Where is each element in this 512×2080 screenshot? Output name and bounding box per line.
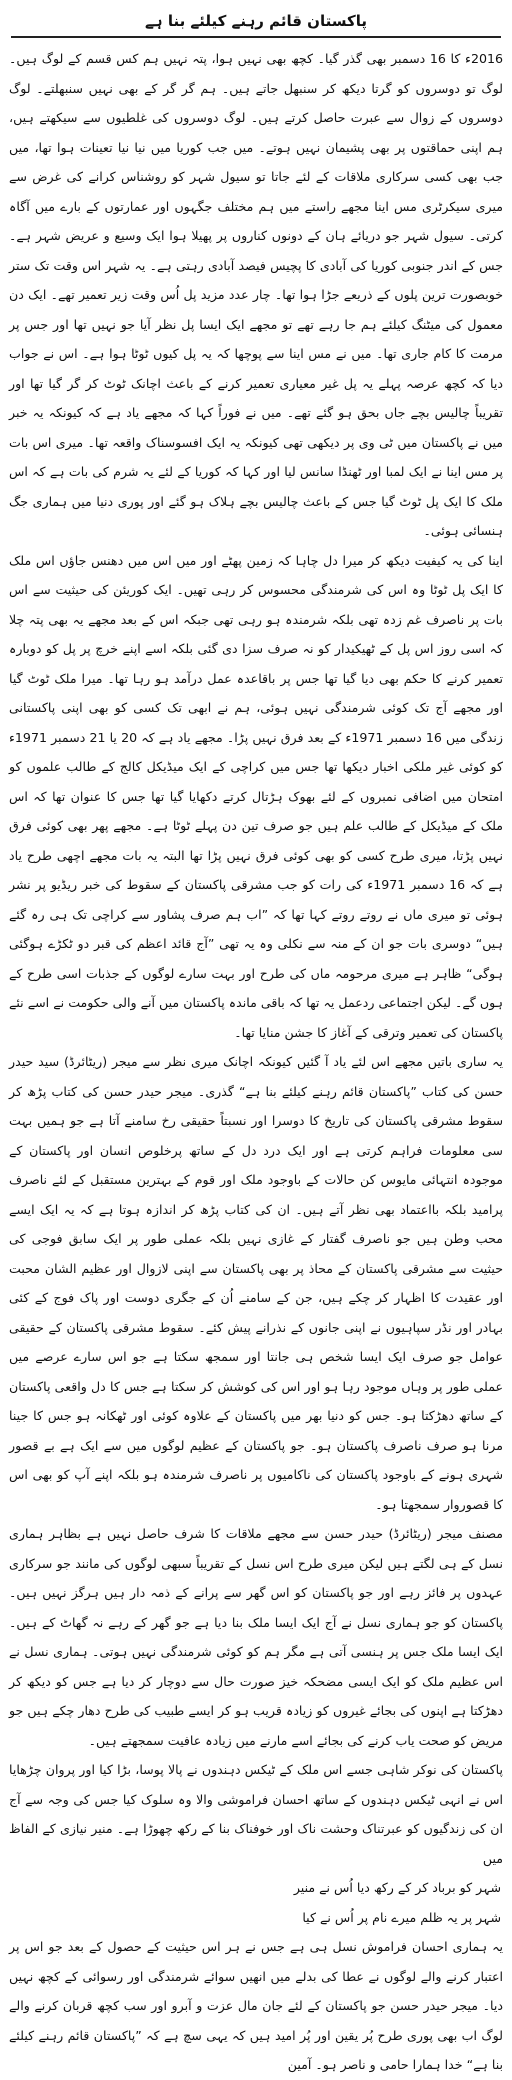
paragraph: مصنف میجر (ریٹائرڈ) حیدر حسن سے مجھے ملاقات کا شرف حاصل نہیں ہے بظاہر ہماری نسل کے ہی لگتے ہیں لیکن میری طرح اس نسل کے تقریباً سبھی لوگوں کی مانند جو سرکاری عہدوں پر فائز رہے اور جو پاکستان کو اس گھر سے پرانے کے ذمہ دار ہیں ہرگز نہیں ہیں۔ پاکستان کو جو ہماری نسل نے آج ایک ایسا ملک بنا دیا ہے جو گھر کے رہے نہ گھاٹ کے ہیں۔ ایک ایسا ملک جس پر ہنسی آتی ہے مگر ہم کو کوئی شرمندگی نہیں ہوتی۔ ہماری نسل نے اس عظیم ملک کو ایک ایسی مضحکہ خیز صورت حال سے دوچار کر دیا ہے جس کو دیکھ کر دھڑکتا ہے اپنوں کی بجائے غیروں کو زیادہ قریب ہو کر ایسے طبیب کی طرح دھار چکے ہیں جو مریض کو صحت یاب کرنے کی بجائے اسے مارنے میں زیادہ عافیت سمجھتے ہیں۔ <box>9 1526 503 1748</box>
paragraph: 2016ء کا 16 دسمبر بھی گذر گیا۔ کچھ بھی نہیں ہوا، پتہ نہیں ہم کس قسم کے لوگ ہیں۔ لوگ تو دوسروں کو گرتا دیکھ کر سنبھل جاتے ہیں۔ ہم گر گر کے بھی نہیں سنبھلتے۔ لوگ دوسروں کے زوال سے عبرت حاصل کرتے ہیں۔ لوگ دوسروں کی غلطیوں سے سیکھتے ہیں، ہم اپنی حماقتوں پر بھی پشیمان نہیں ہوتے۔ میں جب کوریا میں نیا نیا تعینات ہوا تھا، میں جب بھی کسی سرکاری ملاقات کے لئے جاتا تو سیول شہر کو روشناس کرانے کی غرض سے میری سیکرٹری مس اینا مجھے راستے میں ہم مختلف جگہوں اور عمارتوں کے بارے میں آگاہ کرتی۔ سیول شہر جو دریائے ہان کے دونوں کناروں پر پھیلا ہوا ایک وسیع و عریض شہر ہے۔ جس کے اندر جنوبی کوریا کی آبادی کا پچیس فیصد آبادی رہتی ہے۔ یہ شہر اس وقت تک ستر خوبصورت ترین پلوں کے ذریعے جڑا ہوا تھا۔ چار عدد مزید پل اُس وقت زیر تعمیر تھے۔ ایک دن معمول کی میٹنگ کیلئے ہم جا رہے تھے تو مجھے ایک ایسا پل نظر آیا جو نہیں تھا اور جس پر مرمت کا کام جاری تھا۔ میں نے مس اینا سے پوچھا کہ یہ پل کیوں ٹوٹا ہوا ہے۔ اس نے جواب دیا کہ کچھ عرصہ پہلے یہ پل غیر معیاری تعمیر کرنے کے باعث اچانک ٹوٹ کر گر گیا تھا اور تقریباً چالیس بچے جاں بحق ہو گئے تھے۔ میں نے فوراً کہا کہ مجھے یاد ہے کہ کیونکہ یہ خبر میں نے پاکستان میں ٹی وی پر دیکھی تھی کیونکہ یہ ایک افسوسناک واقعہ تھا۔ میری اس بات پر مس اینا نے ایک لمبا اور ٹھنڈا سانس لیا اور کہا کہ کوریا کے لئے یہ شرم کی بات ہے کہ اس ملک کا ایک پل ٹوٹ گیا جس کے باعث چالیس بچے ہلاک ہو گئے اور پوری دنیا میں ہماری جگ ہنسائی ہوئی۔ <box>9 51 503 538</box>
closing-paragraph: یہ ہماری احسان فراموش نسل ہی ہے جس نے ہر اس حیثیت کے حصول کے بعد جو اس پر اعتبار کرنے والے لوگوں نے عطا کی بدلے میں انھیں سوائے شرمندگی اور رسوائی کے کچھ نہیں دیا۔ میجر حیدر حسن جو پاکستان کے لئے جان مال عزت و آبرو اور سب کچھ قربان کرنے والے لوگ اب بھی پوری طرح پُر یقین اور پُر امید ہیں کہ یہی سچ ہے کہ ”پاکستان قائم رہنے کیلئے بنا ہے“ خدا ہمارا حامی و ناصر ہو۔ آمین <box>9 1939 503 2072</box>
verse-line: شہر پر یہ ظلم میرے نام پر اُس نے کیا <box>302 1909 501 1925</box>
title-divider <box>11 36 501 38</box>
verse-line: شہر کو برباد کر کے رکھ دیا اُس نے منیر <box>293 1880 501 1895</box>
paragraph: یہ ساری باتیں مجھے اس لئے یاد آ گئیں کیونکہ اچانک میری نظر سے میجر (ریٹائرڈ) سید حیدر حسن کی کتاب ”پاکستان قائم رہنے کیلئے بنا ہے“ گذری۔ میجر حیدر حسن کی کتاب پڑھ کر سقوط مشرقی پاکستان کی تاریخ کا دوسرا اور نسبتاً حقیقی رخ سامنے آتا ہے جو ہمیں بہت سی معلومات فراہم کرتی ہے اور ایک درد دل کے ساتھ پرخلوص انسان اور پاکستان کے موجودہ انتہائی مایوس کن حالات کے باوجود ملک اور قوم کے بہترین مستقبل کے لئے ناصرف پرامید بلکہ بااعتماد بھی نظر آتے ہیں۔ ان کی کتاب پڑھ کر اندازہ ہوتا ہے کہ یہ ایک ایسے محب وطن ہیں جو ناصرف گفتار کے غازی نہیں بلکہ عملی طور پر ایک سابق فوجی کی حیثیت سے مشرقی پاکستان کے محاذ پر بھی پاکستان سے اپنی لازوال اور عظیم الشان محبت اور عقیدت کا اظہار کر چکے ہیں، جن کے سامنے اُن کے جگری دوست اور پاک فوج کے کئی بہادر اور نڈر سپاہیوں نے اپنی جانوں کے نذرانے پیش کئے۔ سقوط مشرقی پاکستان کے حقیقی عوامل جو صرف ایک ایسا شخص ہی جانتا اور سمجھ سکتا ہے جو اس سارے عرصے میں عملی طور پر وہاں موجود رہا ہو اور اس کی کوشش کر سکتا ہے جس کا دل واقعی پاکستان کے ساتھ دھڑکتا ہو۔ جس کو دنیا بھر میں پاکستان کے علاوہ کوئی اور ٹھکانہ ہو جس کا جینا مرنا ہو صرف ناصرف پاکستان ہو۔ جو پاکستان کے عظیم لوگوں میں سے ایک ہے بے قصور شہری ہونے کے باوجود پاکستان کی ناکامیوں پر ناصرف شرمندہ ہو بلکہ اپنے آپ کو بھی اس کا قصوروار سمجھتا ہو۔ <box>9 1054 503 1512</box>
paragraph: پاکستان کی نوکر شاہی جسے اس ملک کے ٹیکس دہندوں نے پالا پوسا، بڑا کیا اور پروان چڑھایا اس نے انہی ٹیکس دہندوں کے ساتھ احسان فراموشی والا وہ سلوک کیا جس کی وجہ سے آج ان کی زندگیوں کو عبرتناک وحشت ناک اور خوفناک بنا کے رکھ چھوڑا ہے۔ منیر نیازی کے الفاظ میں <box>9 1762 503 1866</box>
column-title: پاکستان قائم رہنے کیلئے بنا ہے <box>145 12 367 30</box>
column-body <box>9 44 503 2080</box>
paragraph: اینا کی یہ کیفیت دیکھ کر میرا دل چاہا کہ زمین پھٹے اور میں اس میں دھنس جاؤں اس ملک کا ایک پل ٹوٹا وہ اس کی شرمندگی محسوس کر رہی تھیں۔ ایک کوریئن کی حیثیت سے اس بات پر ناصرف غم زدہ تھی بلکہ شرمندہ ہو رہی تھی جبکہ اس کے بعد مجھے یہ بھی پتہ چلا کہ اسی روز اس پل کے ٹھیکیدار کو نہ صرف سزا دی گئی بلکہ اسے اپنے خرچ پر پل کو دوبارہ تعمیر کرنے کا حکم بھی دیا گیا تھا جس پر باقاعدہ عمل درآمد ہو رہا تھا۔ میرا ملک ٹوٹ گیا اور مجھے آج تک کوئی شرمندگی نہیں ہوئی، ہم نے ابھی تک کسی کو بھی اپنی پاکستانی زندگی میں 16 دسمبر 1971ء کے بعد فرق نہیں پڑا۔ مجھے یاد ہے کہ 20 یا 21 دسمبر 1971ء کو کوئی غیر ملکی اخبار دیکھا تھا جس میں کراچی کے ایک میڈیکل کالج کے طالب علموں کو امتحان میں اضافی نمبروں کے لئے بھوک ہڑتال کرتے دکھایا گیا تھا جس کا عنوان تھا کہ اس ملک کے میڈیکل کے طالب علم ہیں جو صرف تین دن پہلے ٹوٹا ہے۔ مجھے پھر بھی کوئی فرق نہیں پڑتا، میری طرح کسی کو بھی کوئی فرق نہیں پڑا تھا البتہ یہ بات مجھے اچھی طرح یاد ہے کہ 16 دسمبر 1971ء کی رات کو جب مشرقی پاکستان کے سقوط کی خبر ریڈیو پر نشر ہوئی تو میری ماں نے روتے روتے کہا تھا کہ ”اب ہم صرف پشاور سے کراچی تک ہی رہ گئے ہیں“ دوسری بات جو ان کے منہ سے نکلی وہ یہ تھی ”آج قائد اعظم کی قبر دو ٹکڑے ہوگئی ہوگی“ ظاہر ہے میری مرحومہ ماں کی طرح اور بہت سارے لوگوں کے جذبات اسی طرح کے ہوں گے۔ لیکن اجتماعی ردعمل یہ تھا کہ باقی ماندہ پاکستان میں آنے والی حکومت نے اسے نئے پاکستان کی تعمیر وترقی کے آغاز کا جشن منایا تھا۔ <box>9 552 504 1040</box>
